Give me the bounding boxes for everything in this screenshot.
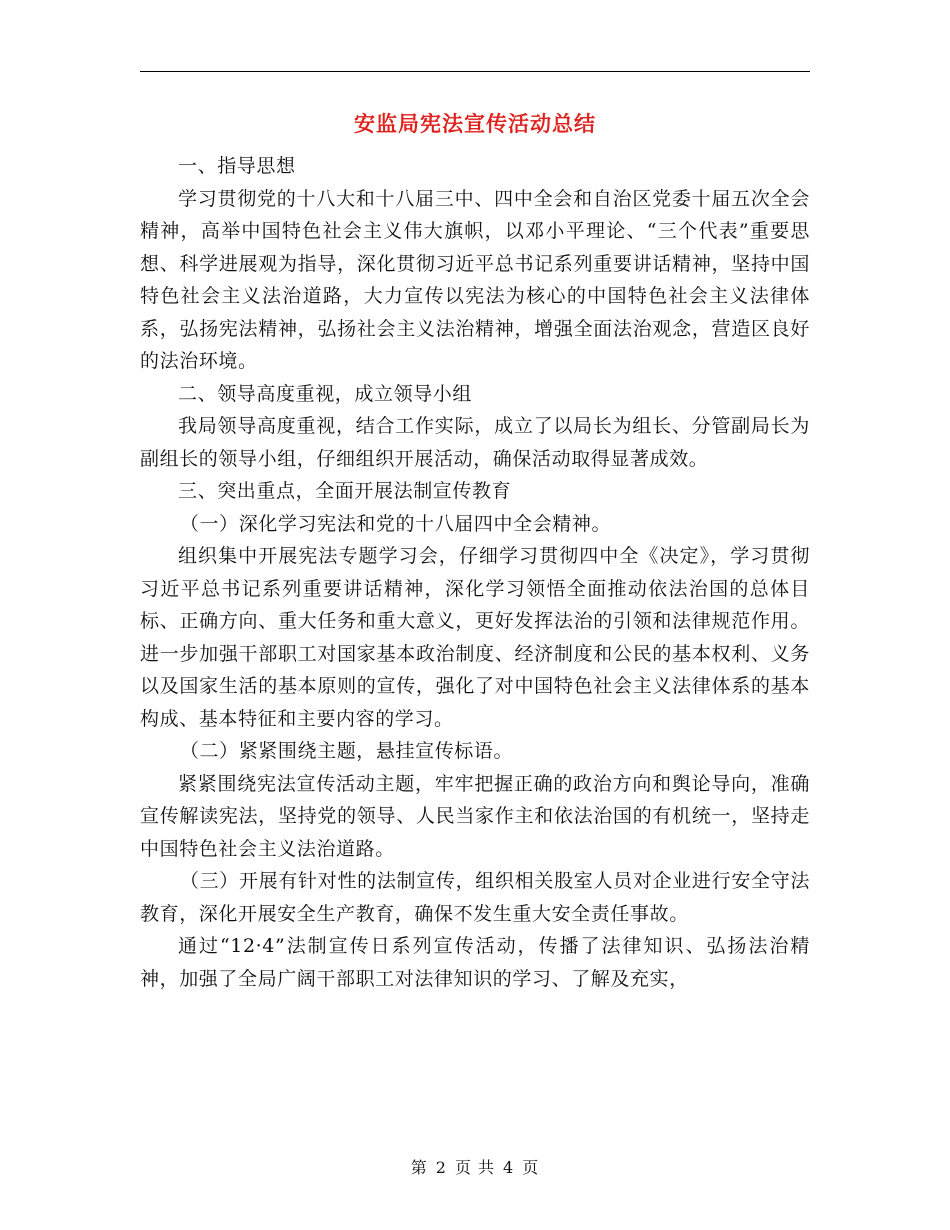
footer-prefix: 第	[410, 1158, 428, 1177]
paragraph-slogans: 紧紧围绕宪法宣传活动主题，牢牢把握正确的政治方向和舆论导向，准确宣传解读宪法，坚持党的领导、人民当家作主和依法治国的有机统一，坚持走中国特色社会主义法治道路。	[140, 772, 810, 860]
footer-total-pages: 4	[503, 1158, 515, 1177]
document-title: 安监局宪法宣传活动总结	[354, 112, 596, 136]
footer-suffix: 页	[522, 1158, 540, 1177]
paragraph-study-constitution: 组织集中开展宪法专题学习会，仔细学习贯彻四中全《决定》，学习贯彻习近平总书记系列重要讲话精神，深化学习领悟全面推动依法治国的总体目标、正确方向、重大任务和重大意义，更好发挥法治的引领和法律规范作用。进一步加强干部职工对国家基本政治制度、经济制度和公民的基本权利、义务以及国家生活的基本原则的宣传，强化了对中国特色社会主义法律体系的基本构成、基本特征和主要内容的学习。	[140, 545, 810, 730]
subheading-slogans: （二）紧紧围绕主题，悬挂宣传标语。	[179, 740, 514, 762]
paragraph-guiding-ideology: 学习贯彻党的十八大和十八届三中、四中全会和自治区党委十届五次全会精神，高举中国特色社会主义伟大旗帜，以邓小平理论、“三个代表”重要思想、科学进展观为指导，深化贯彻习近平总书记系列重要讲话精神，坚持中国特色社会主义法治道路，大力宣传以宪法为核心的中国特色社会主义法律体系，弘扬宪法精神，弘扬社会主义法治精神，增强全面法治观念，营造区良好的法治环境。	[140, 187, 810, 372]
page-footer	[0, 1155, 950, 1178]
paragraph-legal-day: 通过“12·4”法制宣传日系列宣传活动，传播了法律知识、弘扬法治精神，加强了全局广阔干部职工对法律知识的学习、了解及充实，	[140, 935, 810, 990]
subheading-targeted-publicity: （三）开展有针对性的法制宣传，组织相关股室人员对企业进行安全守法教育，深化开展安全生产教育，确保不发生重大安全责任事故。	[140, 870, 810, 925]
heading-leadership: 二、领导高度重视，成立领导小组	[178, 382, 473, 405]
heading-key-points: 三、突出重点，全面开展法制宣传教育	[178, 480, 512, 502]
heading-guiding-ideology: 一、指导思想	[178, 155, 296, 177]
footer-middle: 页 共	[454, 1158, 496, 1177]
document-body	[140, 150, 810, 995]
footer-current-page: 2	[435, 1158, 447, 1177]
header-rule	[140, 71, 810, 72]
subheading-study-constitution: （一）深化学习宪法和党的十八届四中全会精神。	[179, 512, 612, 535]
paragraph-leadership: 我局领导高度重视，结合工作实际，成立了以局长为组长、分管副局长为副组长的领导小组，仔细组织开展活动，确保活动取得显著成效。	[140, 415, 810, 470]
